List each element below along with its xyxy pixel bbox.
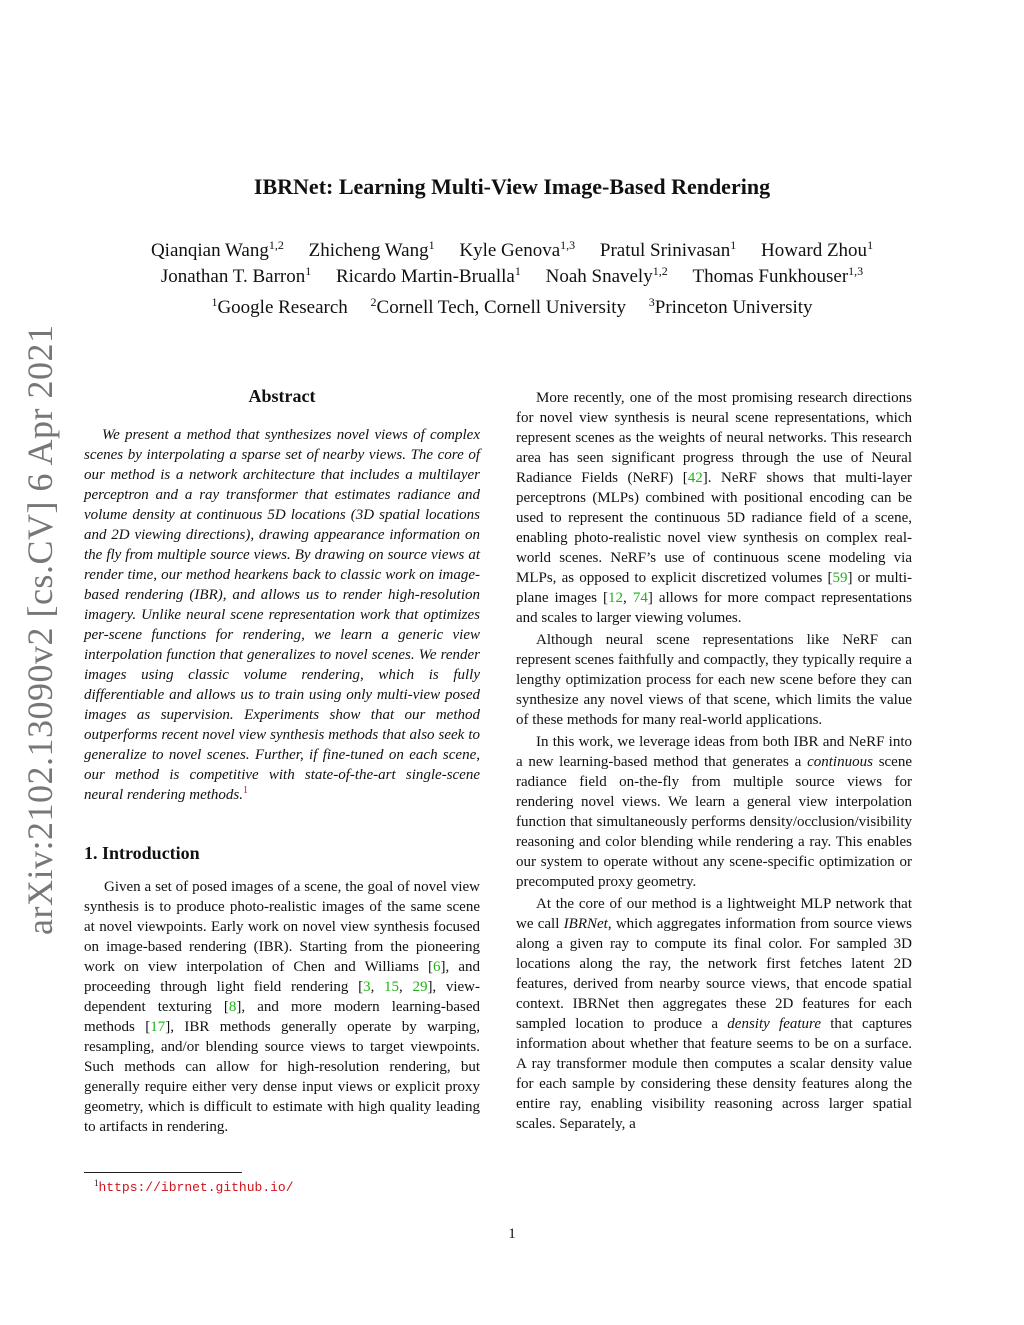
footnote-divider [84, 1172, 242, 1173]
citation-link[interactable]: 29 [412, 979, 428, 995]
arxiv-identifier-stamp: arXiv:2102.13090v2 [cs.CV] 6 Apr 2021 [20, 324, 60, 935]
author: Noah Snavely$^{1,2}$ [545, 264, 668, 287]
body-paragraph: More recently, one of the most promising research directions for novel view synthesis is neural scene representations, which represent scenes as the weights of neural networks. This research area has seen significant progress through the use of Neural Radiance Fields (NeRF) [42]. NeRF shows that multi-layer perceptrons (MLPs) combined with positional encoding can be used to represent the continuous 5D radiance field of a scene, enabling photo-realistic novel view synthesis on complex real-world scenes. NeRF’s use of continuous scene modeling via MLPs, as opposed to explicit discretized volumes [59] or multi-plane images [12, 74] allows for more compact representations and scales to larger viewing volumes. [516, 390, 913, 626]
affiliation-list [100, 294, 924, 322]
author: Zhicheng Wang$^1$ [308, 238, 435, 261]
abstract-text: We present a method that synthesizes novel views of complex scenes by interpolating a sparse set of nearby views. The core of our method is a network architecture that includes a multilayer perceptron and a ray transformer that estimates radiance and volume density at continuous 5D locations (3D spatial locations and 2D viewing directions), drawing appearance information on the fly from multiple source views. By drawing on source views at render time, our method hearkens back to classic work on image-based rendering (IBR), and allows us to render high-resolution imagery. Unlike neural scene representation work that optimizes per-scene functions for rendering, we learn a generic view interpolation function that generalizes to novel scenes. We render images using classic volume rendering, which is fully differentiable and allows us to train using only multi-view posed images as supervision. Experiments show that our method outperforms recent novel view synthesis methods that also seek to generalize to novel scenes. Further, if fine-tuned on each scene, our method is competitive with state-of-the-art single-scene neural rendering methods.$^1$ [84, 427, 480, 803]
affiliation: $^2$Cornell Tech, Cornell University [370, 295, 627, 318]
author: Ricardo Martin-Brualla$^1$ [335, 264, 521, 287]
citation-link[interactable]: 8 [228, 999, 237, 1015]
left-column [84, 384, 480, 1139]
author-line-1 [100, 238, 924, 264]
author-list [100, 238, 924, 290]
citation-link[interactable]: 59 [832, 570, 848, 586]
body-paragraph: At the core of our method is a lightweight MLP network that we call IBRNet, which aggregates information from source views along a given ray to compute its final color. For sampled 3D locations along the ray, the network first fetches latent 2D features, derived from nearby source views, that encode spatial context. IBRNet then aggregates these 2D features for each sampled location to produce a density feature that captures information about whether that feature seems to be on a surface. A ray transformer module then computes a scalar density value for each sample by considering these density features along the entire ray, enabling visibility reasoning across larger spatial scales. Separately, a [516, 896, 913, 1132]
affiliation: $^3$Princeton University [648, 295, 813, 318]
citation-link[interactable]: 12 [608, 590, 624, 606]
author-line-2 [100, 264, 924, 290]
footnote-link[interactable]: 1 [243, 785, 249, 796]
body-paragraph: Although neural scene representations like NeRF can represent scenes faithfully and compactly, they typically require a lengthy optimization process for each new scene before they can synthesize any novel views of that scene, which limits the value of these methods for many real-world applications. [516, 632, 912, 728]
paper-title: IBRNet: Learning Multi-View Image-Based Rendering [253, 174, 771, 199]
author: Jonathan T. Barron$^1$ [160, 264, 312, 287]
author: Qianqian Wang$^{1,2}$ [150, 238, 284, 261]
introduction-paragraph: Given a set of posed images of a scene, the goal of novel view synthesis is to produce photo-realistic images of the same scene at novel viewpoints. Early work on novel view synthesis focused on image-based rendering (IBR). Starting from the pioneering work on view interpolation of Chen and Williams [6], and proceeding through light field rendering [3, 15, 29], view-dependent texturing [8], and more modern learning-based methods [17], IBR methods generally operate by warping, resampling, and/or blending source views to target viewpoints. Such methods can allow for high-resolution rendering, but generally require either very dense input views or explicit proxy geometry, which is difficult to estimate with high quality leading to artifacts in rendering. [84, 879, 481, 1135]
introduction-heading: 1. Introduction [84, 843, 200, 863]
body-paragraph: In this work, we leverage ideas from both IBR and NeRF into a new learning-based method that generates a continuous scene radiance field on-the-fly from multiple source views for rendering novel views. We learn a general view interpolation function that simultaneously performs density/occlusion/visibility reasoning and color blending while rendering a ray. This enables our system to operate without any scene-specific optimization or precomputed proxy geometry. [516, 734, 912, 890]
author: Thomas Funkhouser$^{1,3}$ [692, 264, 864, 287]
project-url-link[interactable]: https://ibrnet.github.io/ [98, 1180, 294, 1195]
author: Howard Zhou$^1$ [761, 238, 874, 261]
author: Pratul Srinivasan$^1$ [599, 238, 737, 261]
footnote: $^1$https://ibrnet.github.io/ [94, 1178, 294, 1195]
author: Kyle Genova$^{1,3}$ [459, 238, 576, 261]
abstract-heading: Abstract [248, 386, 316, 406]
citation-link[interactable]: 15 [384, 979, 400, 995]
citation-link[interactable]: 6 [433, 959, 441, 975]
citation-link[interactable]: 17 [150, 1019, 166, 1035]
affiliation: $^1$Google Research [211, 295, 348, 318]
citation-link[interactable]: 3 [363, 979, 371, 995]
citation-link[interactable]: 74 [632, 590, 648, 606]
citation-link[interactable]: 42 [687, 470, 703, 486]
right-column [516, 388, 912, 1136]
page-number: 1 [508, 1226, 516, 1242]
